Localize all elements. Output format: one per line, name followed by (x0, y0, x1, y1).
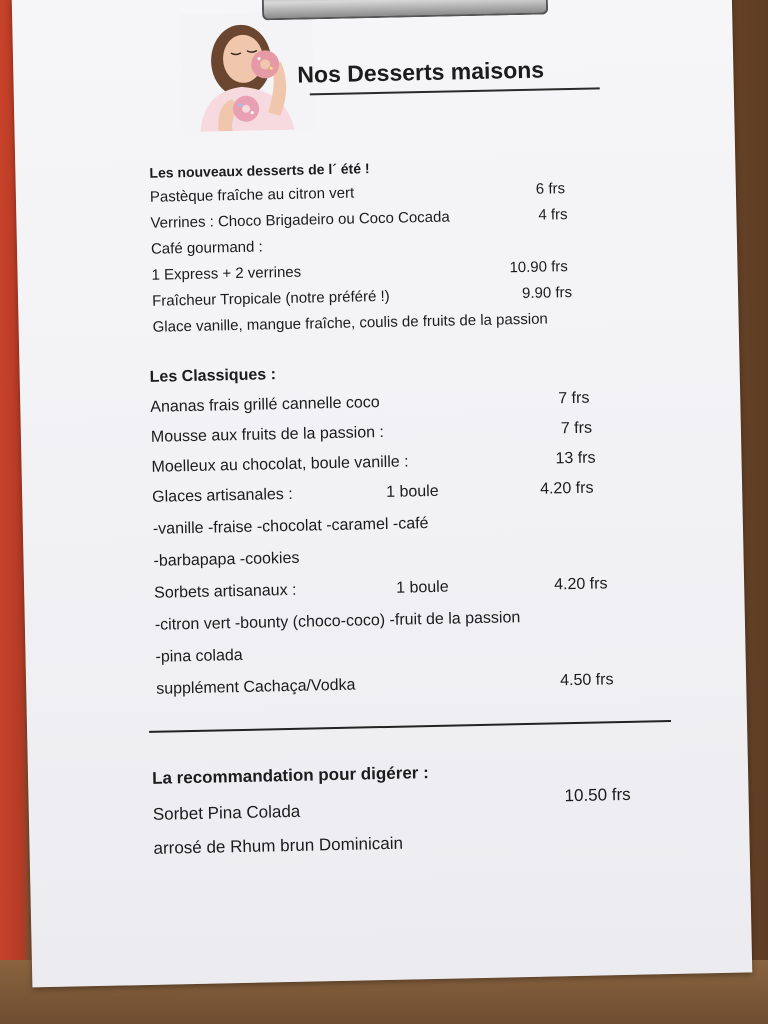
menu-item: supplément Cachaça/Vodka (156, 676, 356, 698)
menu-item: Mousse aux fruits de la passion : (150, 423, 385, 446)
section-heading-summer: Les nouveaux desserts de l´ été ! (149, 160, 370, 181)
section-divider (149, 720, 671, 732)
menu-item: Ananas frais grillé cannelle coco (150, 394, 380, 416)
menu-item: Verrines : Choco Brigadeiro ou Coco Cocada (150, 208, 450, 232)
menu-item-flavors: -citron vert -bounty (choco-coco) -fruit de la passion (154, 609, 521, 634)
menu-item: Moelleux au chocolat, boule vanille : (151, 453, 409, 476)
menu-item-portion: 1 boule (385, 482, 439, 501)
girl-eating-donut-illustration (180, 11, 314, 132)
menu-item-price: 13 frs (555, 449, 596, 468)
menu-item-description: Glace vanille, mangue fraîche, coulis de fruits de la passion (152, 310, 548, 336)
menu-item: Pastèque fraîche au citron vert (149, 184, 355, 206)
menu-item: Sorbets artisanaux : (154, 581, 297, 602)
menu-item: Café gourmand : (150, 238, 263, 258)
menu-paper-sheet (12, 0, 753, 987)
menu-item-flavors: -vanille -fraise -chocolat -caramel -café (152, 515, 429, 538)
menu-item-price: 4.50 frs (559, 671, 614, 690)
menu-item-price: 6 frs (535, 180, 566, 198)
menu-item: Sorbet Pina Colada (152, 801, 301, 824)
girl-eating-donut-photo (180, 11, 314, 132)
menu-item-price: 9.90 frs (521, 283, 573, 303)
title-underline (310, 87, 600, 95)
menu-item-description: arrosé de Rhum brun Dominicain (153, 833, 404, 858)
menu-item-flavors: -pina colada (155, 646, 243, 666)
section-heading-classics: Les Classiques : (149, 366, 277, 386)
menu-item: Fraîcheur Tropicale (notre préféré !) (151, 287, 390, 310)
menu-item-price: 7 frs (560, 419, 593, 438)
menu-item-flavors: -barbapapa -cookies (153, 549, 300, 570)
menu-item-price: 10.50 frs (564, 784, 631, 806)
menu-item: Glaces artisanales : (152, 485, 293, 506)
menu-item-price: 7 frs (558, 389, 590, 408)
section-heading-recommendation: La recommandation pour digérer : (151, 763, 429, 788)
menu-item-portion: 1 boule (395, 578, 449, 597)
menu-item: 1 Express + 2 verrines (151, 263, 302, 284)
menu-item-price: 4 frs (538, 206, 568, 224)
menu-title: Nos Desserts maisons (297, 56, 545, 88)
menu-item-price: 4.20 frs (539, 479, 594, 498)
clipboard-clip (262, 0, 549, 20)
menu-item-price: 4.20 frs (553, 575, 608, 594)
menu-item-price: 10.90 frs (509, 258, 569, 277)
